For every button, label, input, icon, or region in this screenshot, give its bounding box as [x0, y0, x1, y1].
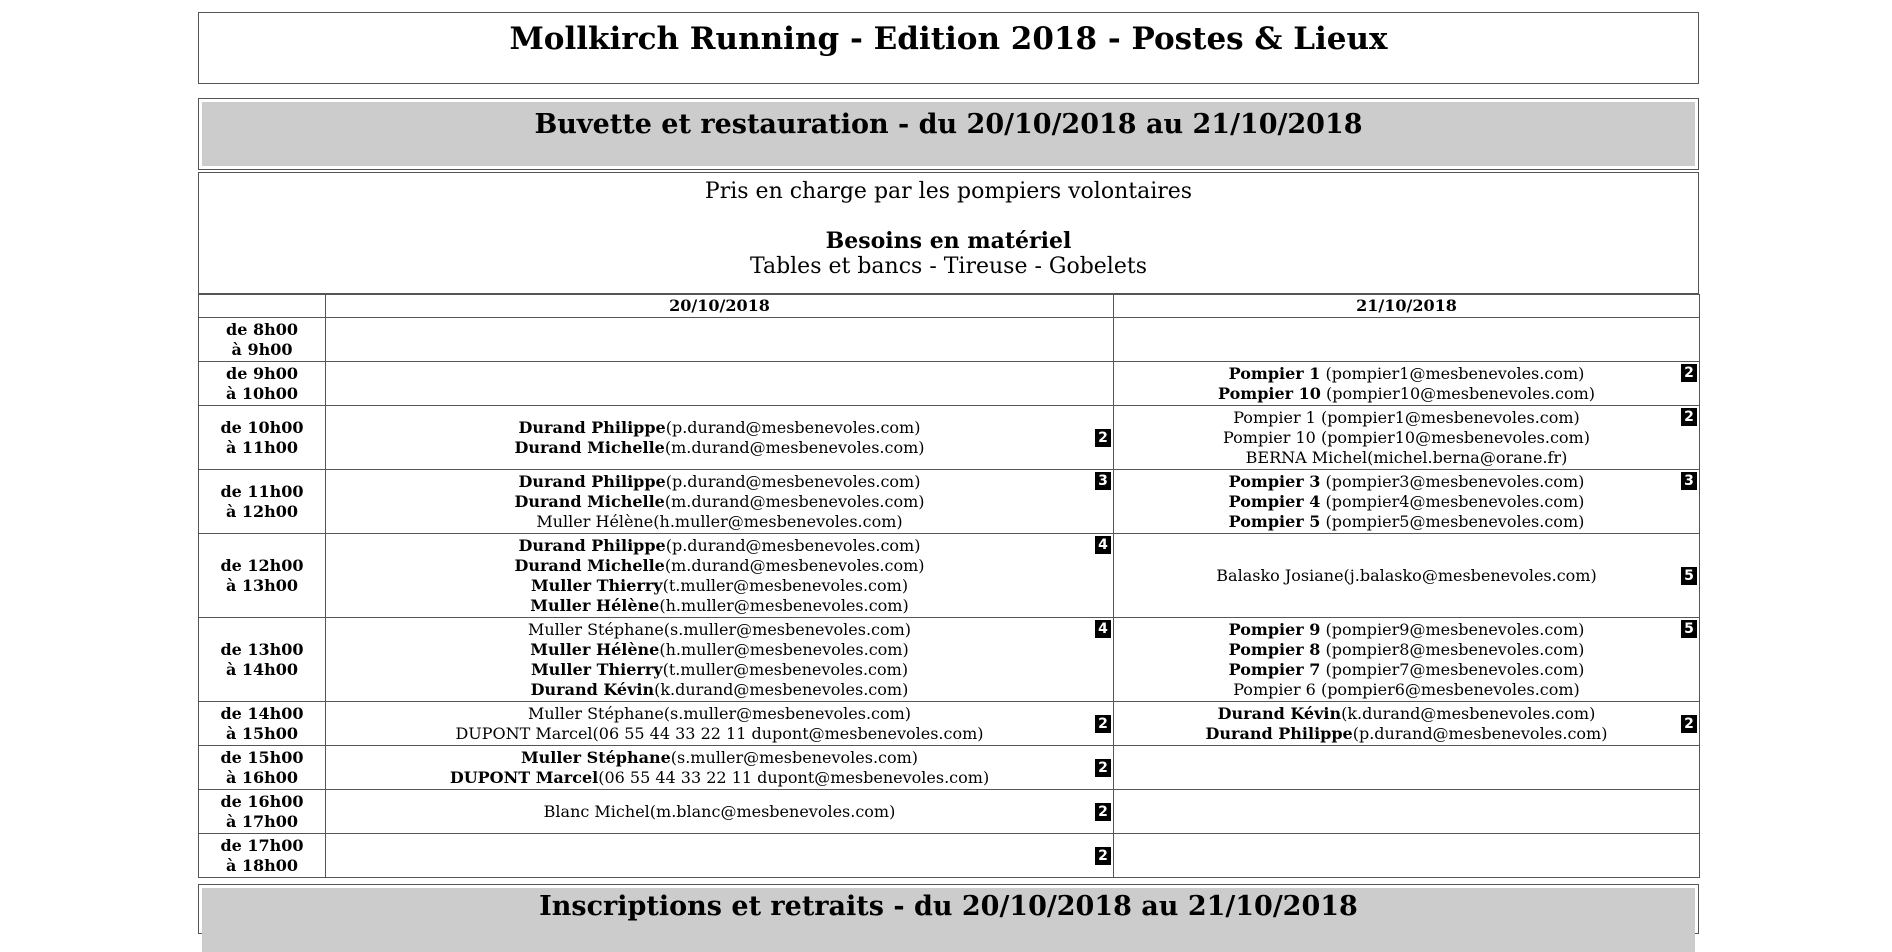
schedule-table — [198, 294, 1700, 878]
volunteer-name: Durand Philippe — [518, 471, 666, 491]
slot-count-badge: 2 — [1095, 847, 1111, 865]
volunteer-name: Blanc Michel — [543, 801, 650, 821]
volunteer-cell-day-1 — [326, 534, 1114, 618]
time-start: de 10h00 — [220, 417, 304, 437]
volunteer-name: DUPONT Marcel — [455, 723, 593, 743]
volunteer-entry — [1118, 408, 1695, 428]
time-slot — [199, 618, 326, 702]
volunteer-name: Durand Michelle — [514, 491, 665, 511]
needs-items: Tables et bancs - Tireuse - Gobelets — [749, 254, 1147, 279]
volunteer-name: Pompier 5 — [1228, 511, 1321, 531]
volunteer-contact: (pompier5@mesbenevoles.com) — [1320, 511, 1585, 531]
volunteer-entry — [1118, 724, 1695, 744]
table-row — [199, 746, 1700, 790]
volunteer-cell-day-2 — [1114, 362, 1700, 406]
time-end: à 12h00 — [225, 501, 299, 521]
volunteer-name: Pompier 8 — [1228, 639, 1321, 659]
schedule-body — [199, 318, 1700, 878]
volunteer-name: Balasko Josiane — [1216, 565, 1344, 585]
volunteer-name: BERNA Michel — [1245, 447, 1368, 467]
slot-count-badge: 3 — [1681, 472, 1697, 490]
volunteer-name: Pompier 6 — [1233, 679, 1316, 699]
volunteer-contact: (k.durand@mesbenevoles.com) — [1341, 703, 1596, 723]
volunteer-name: Durand Kévin — [1217, 703, 1342, 723]
volunteer-name: Durand Michelle — [514, 555, 665, 575]
volunteer-cell-day-2 — [1114, 618, 1700, 702]
volunteer-entry — [1118, 448, 1695, 468]
volunteer-name: Pompier 1 — [1228, 363, 1321, 383]
volunteer-list — [1118, 704, 1695, 744]
needs-title: Besoins en matériel — [825, 228, 1072, 254]
time-end: à 9h00 — [231, 339, 293, 359]
volunteer-entry — [330, 536, 1109, 556]
time-end: à 11h00 — [225, 437, 299, 457]
volunteer-entry — [1118, 492, 1695, 512]
time-slot — [199, 834, 326, 878]
volunteer-contact: (m.durand@mesbenevoles.com) — [664, 437, 925, 457]
volunteer-contact: (h.muller@mesbenevoles.com) — [659, 639, 909, 659]
header-day-2: 21/10/2018 — [1114, 295, 1700, 318]
volunteer-list — [330, 620, 1109, 700]
volunteer-cell-day-2 — [1114, 746, 1700, 790]
volunteer-contact: (t.muller@mesbenevoles.com) — [662, 575, 909, 595]
table-row — [199, 534, 1700, 618]
volunteer-contact: (pompier4@mesbenevoles.com) — [1320, 491, 1585, 511]
slot-count-badge: 3 — [1095, 472, 1111, 490]
volunteer-entry — [330, 438, 1109, 458]
volunteer-entry — [1118, 364, 1695, 384]
volunteer-contact: (m.durand@mesbenevoles.com) — [664, 555, 925, 575]
time-slot — [199, 746, 326, 790]
section-title-buvette: Buvette et restauration - du 20/10/2018 au 21/10/2018 — [534, 109, 1363, 140]
slot-count-badge: 2 — [1095, 803, 1111, 821]
volunteer-entry — [1118, 384, 1695, 404]
section-buvette — [198, 98, 1699, 170]
volunteer-entry — [330, 556, 1109, 576]
volunteer-entry — [1118, 680, 1695, 700]
volunteer-contact: (06 55 44 33 22 11 dupont@mesbenevoles.com) — [592, 723, 984, 743]
volunteer-entry — [330, 660, 1109, 680]
volunteer-list — [1118, 408, 1695, 468]
time-end: à 10h00 — [225, 383, 299, 403]
volunteer-list — [1118, 566, 1695, 586]
volunteer-name: Muller Hélène — [536, 511, 654, 531]
time-end: à 18h00 — [225, 855, 299, 875]
volunteer-contact: (m.blanc@mesbenevoles.com) — [649, 801, 896, 821]
slot-count-badge: 2 — [1681, 715, 1697, 733]
volunteer-contact: (pompier8@mesbenevoles.com) — [1320, 639, 1585, 659]
slot-count-badge: 2 — [1095, 715, 1111, 733]
volunteer-name: Durand Kévin — [530, 679, 655, 699]
volunteer-contact: (j.balasko@mesbenevoles.com) — [1343, 565, 1597, 585]
slot-count-badge: 2 — [1095, 429, 1111, 447]
volunteer-entry — [330, 512, 1109, 532]
volunteer-list — [1118, 472, 1695, 532]
volunteer-contact: (p.durand@mesbenevoles.com) — [665, 417, 921, 437]
page-title-box — [198, 12, 1699, 84]
section-header-inscriptions — [202, 888, 1695, 952]
volunteer-name: Durand Michelle — [514, 437, 665, 457]
volunteer-entry — [330, 704, 1109, 724]
volunteer-contact: (p.durand@mesbenevoles.com) — [665, 535, 921, 555]
volunteer-entry — [1118, 660, 1695, 680]
volunteer-contact: (pompier7@mesbenevoles.com) — [1320, 659, 1585, 679]
volunteer-contact: (t.muller@mesbenevoles.com) — [662, 659, 909, 679]
volunteer-entry — [330, 680, 1109, 700]
time-start: de 17h00 — [220, 835, 304, 855]
time-start: de 11h00 — [220, 481, 304, 501]
time-end: à 13h00 — [225, 575, 299, 595]
time-start: de 8h00 — [226, 319, 298, 339]
time-slot — [199, 470, 326, 534]
volunteer-entry — [1118, 704, 1695, 724]
slot-count-badge: 5 — [1681, 567, 1697, 585]
time-end: à 15h00 — [225, 723, 299, 743]
slot-count-badge: 4 — [1095, 620, 1111, 638]
volunteer-cell-day-2 — [1114, 702, 1700, 746]
section-info — [198, 172, 1699, 294]
header-time — [199, 295, 326, 318]
volunteer-entry — [330, 748, 1109, 768]
volunteer-name: Pompier 10 — [1223, 427, 1316, 447]
volunteer-list — [330, 536, 1109, 616]
volunteer-contact: (pompier6@mesbenevoles.com) — [1315, 679, 1580, 699]
volunteer-name: Pompier 4 — [1228, 491, 1321, 511]
volunteer-name: Pompier 7 — [1228, 659, 1321, 679]
table-row — [199, 318, 1700, 362]
time-slot — [199, 318, 326, 362]
volunteer-contact: (michel.berna@orane.fr) — [1367, 447, 1568, 467]
volunteer-list — [330, 802, 1109, 822]
volunteer-contact: (pompier10@mesbenevoles.com) — [1315, 427, 1590, 447]
volunteer-cell-day-1 — [326, 746, 1114, 790]
volunteer-cell-day-2 — [1114, 790, 1700, 834]
table-row — [199, 834, 1700, 878]
volunteer-contact: (06 55 44 33 22 11 dupont@mesbenevoles.com) — [598, 767, 990, 787]
volunteer-name: Muller Hélène — [530, 595, 660, 615]
time-start: de 16h00 — [220, 791, 304, 811]
volunteer-name: Pompier 3 — [1228, 471, 1321, 491]
volunteer-cell-day-2 — [1114, 318, 1700, 362]
volunteer-contact: (pompier1@mesbenevoles.com) — [1315, 407, 1580, 427]
volunteer-list — [330, 472, 1109, 532]
volunteer-cell-day-2 — [1114, 406, 1700, 470]
volunteer-name: Muller Stéphane — [527, 619, 664, 639]
volunteer-name: Muller Thierry — [530, 659, 663, 679]
volunteer-list — [1118, 620, 1695, 700]
volunteer-entry — [330, 768, 1109, 788]
volunteer-cell-day-1 — [326, 470, 1114, 534]
volunteer-entry — [330, 576, 1109, 596]
volunteer-contact: (m.durand@mesbenevoles.com) — [664, 491, 925, 511]
volunteer-entry — [330, 802, 1109, 822]
responsible-text: Pris en charge par les pompiers volontaires — [704, 179, 1193, 204]
time-start: de 12h00 — [220, 555, 304, 575]
time-slot — [199, 702, 326, 746]
time-start: de 14h00 — [220, 703, 304, 723]
volunteer-cell-day-1 — [326, 362, 1114, 406]
volunteer-cell-day-1 — [326, 702, 1114, 746]
volunteer-list — [330, 704, 1109, 744]
volunteer-cell-day-1 — [326, 618, 1114, 702]
volunteer-entry — [1118, 428, 1695, 448]
volunteer-entry — [330, 724, 1109, 744]
time-start: de 9h00 — [226, 363, 298, 383]
volunteer-contact: (pompier10@mesbenevoles.com) — [1320, 383, 1596, 403]
volunteer-name: Pompier 10 — [1217, 383, 1321, 403]
volunteer-entry — [1118, 512, 1695, 532]
volunteer-entry — [330, 472, 1109, 492]
volunteer-list — [1118, 364, 1695, 404]
volunteer-contact: (p.durand@mesbenevoles.com) — [665, 471, 921, 491]
slot-count-badge: 2 — [1681, 408, 1697, 426]
volunteer-name: Durand Philippe — [518, 535, 666, 555]
volunteer-entry — [1118, 620, 1695, 640]
volunteer-contact: (s.muller@mesbenevoles.com) — [670, 747, 919, 767]
table-row — [199, 702, 1700, 746]
volunteer-entry — [330, 596, 1109, 616]
time-slot — [199, 790, 326, 834]
table-row — [199, 790, 1700, 834]
page-title: Mollkirch Running - Edition 2018 - Postes & Lieux — [509, 21, 1388, 57]
volunteer-entry — [1118, 566, 1695, 586]
table-row — [199, 362, 1700, 406]
section-title-inscriptions: Inscriptions et retraits - du 20/10/2018 au 21/10/2018 — [539, 891, 1358, 922]
volunteer-entry — [330, 492, 1109, 512]
volunteer-name: Muller Stéphane — [527, 703, 664, 723]
time-end: à 16h00 — [225, 767, 299, 787]
slot-count-badge: 2 — [1681, 364, 1697, 382]
time-end: à 17h00 — [225, 811, 299, 831]
slot-count-badge: 5 — [1681, 620, 1697, 638]
volunteer-cell-day-1 — [326, 834, 1114, 878]
volunteer-contact: (h.muller@mesbenevoles.com) — [659, 595, 909, 615]
volunteer-cell-day-1 — [326, 318, 1114, 362]
table-row — [199, 406, 1700, 470]
time-start: de 13h00 — [220, 639, 304, 659]
volunteer-name: Muller Thierry — [530, 575, 663, 595]
volunteer-cell-day-2 — [1114, 470, 1700, 534]
volunteer-name: Durand Philippe — [1205, 723, 1353, 743]
volunteer-contact: (p.durand@mesbenevoles.com) — [1352, 723, 1608, 743]
volunteer-name: Muller Stéphane — [520, 747, 671, 767]
schedule-header-row — [199, 295, 1700, 318]
volunteer-name: Pompier 1 — [1233, 407, 1316, 427]
volunteer-list — [330, 418, 1109, 458]
volunteer-entry — [330, 620, 1109, 640]
volunteer-contact: (pompier9@mesbenevoles.com) — [1320, 619, 1585, 639]
volunteer-contact: (k.durand@mesbenevoles.com) — [654, 679, 909, 699]
volunteer-contact: (s.muller@mesbenevoles.com) — [663, 619, 912, 639]
section-inscriptions — [198, 884, 1699, 934]
header-day-1: 20/10/2018 — [326, 295, 1114, 318]
volunteer-contact: (s.muller@mesbenevoles.com) — [663, 703, 912, 723]
table-row — [199, 470, 1700, 534]
volunteer-entry — [1118, 640, 1695, 660]
time-start: de 15h00 — [220, 747, 304, 767]
volunteer-cell-day-1 — [326, 406, 1114, 470]
volunteer-cell-day-1 — [326, 790, 1114, 834]
section-header-buvette — [202, 102, 1695, 166]
time-end: à 14h00 — [225, 659, 299, 679]
table-row — [199, 618, 1700, 702]
time-slot — [199, 534, 326, 618]
volunteer-name: DUPONT Marcel — [449, 767, 599, 787]
volunteer-entry — [1118, 472, 1695, 492]
volunteer-contact: (h.muller@mesbenevoles.com) — [653, 511, 903, 531]
volunteer-entry — [330, 418, 1109, 438]
time-slot — [199, 362, 326, 406]
volunteer-contact: (pompier3@mesbenevoles.com) — [1320, 471, 1585, 491]
volunteer-cell-day-2 — [1114, 834, 1700, 878]
volunteer-name: Pompier 9 — [1228, 619, 1321, 639]
volunteer-list — [330, 748, 1109, 788]
slot-count-badge: 4 — [1095, 536, 1111, 554]
volunteer-name: Muller Hélène — [530, 639, 660, 659]
time-slot — [199, 406, 326, 470]
slot-count-badge: 2 — [1095, 759, 1111, 777]
volunteer-name: Durand Philippe — [518, 417, 666, 437]
volunteer-cell-day-2 — [1114, 534, 1700, 618]
volunteer-entry — [330, 640, 1109, 660]
volunteer-contact: (pompier1@mesbenevoles.com) — [1320, 363, 1585, 383]
